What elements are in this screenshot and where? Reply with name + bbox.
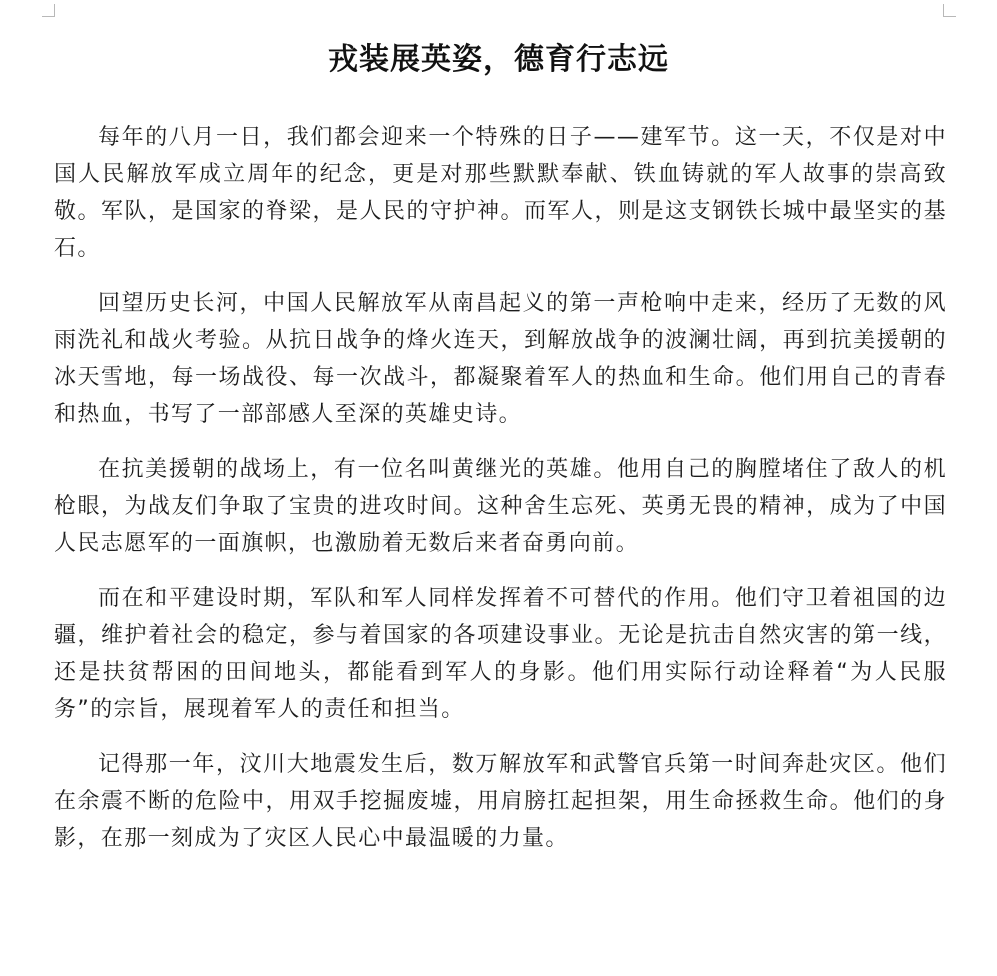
- document-title: 戎装展英姿，德育行志远: [328, 42, 669, 77]
- paragraph-3: 在抗美援朝的战场上，有一位名叫黄继光的英雄。他用自己的胸膛堵住了敌人的机枪眼，为战友们争取了宝贵的进攻时间。这种舍生忘死、英勇无畏的精神，成为了中国人民志愿军的一面旗帜，也激励着无数后来者奋勇向前。: [54, 457, 947, 556]
- page-corner-mark-left: [42, 4, 55, 17]
- paragraph-2: 回望历史长河，中国人民解放军从南昌起义的第一声枪响中走来，经历了无数的风雨洗礼和战火考验。从抗日战争的烽火连天，到解放战争的波澜壮阔，再到抗美援朝的冰天雪地，每一场战役、每一次战斗，都凝聚着军人的热血和生命。他们用自己的青春和热血，书写了一部部感人至深的英雄史诗。: [54, 291, 947, 427]
- paragraph-4: 而在和平建设时期，军队和军人同样发挥着不可替代的作用。他们守卫着祖国的边疆，维护着社会的稳定，参与着国家的各项建设事业。无论是抗击自然灾害的第一线，还是扶贫帮困的田间地头，都能看到军人的身影。他们用实际行动诠释着“为人民服务”的宗旨，展现着军人的责任和担当。: [54, 586, 947, 722]
- paragraph-5: 记得那一年，汶川大地震发生后，数万解放军和武警官兵第一时间奔赴灾区。他们在余震不断的危险中，用双手挖掘废墟，用肩膀扛起担架，用生命拯救生命。他们的身影，在那一刻成为了灾区人民心中最温暖的力量。: [54, 752, 947, 851]
- page-corner-mark-right: [943, 4, 956, 17]
- document-body: [54, 119, 947, 875]
- paragraph-1: 每年的八月一日，我们都会迎来一个特殊的日子——建军节。这一天，不仅是对中国人民解放军成立周年的纪念，更是对那些默默奉献、铁血铸就的军人故事的崇高致敬。军队，是国家的脊梁，是人民的守护神。而军人，则是这支钢铁长城中最坚实的基石。: [54, 125, 947, 261]
